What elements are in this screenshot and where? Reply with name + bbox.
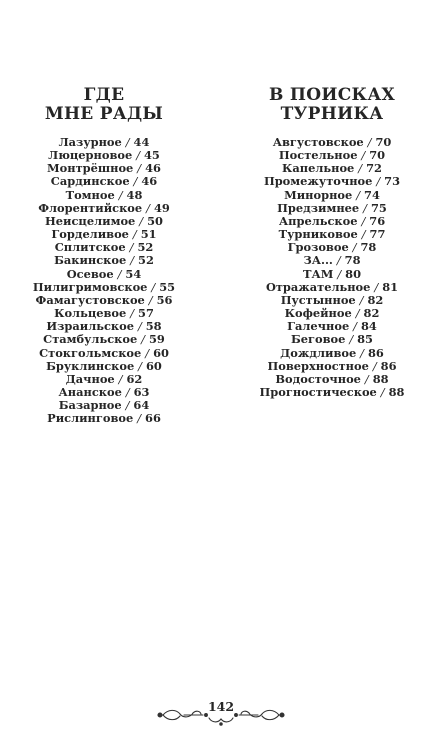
toc-entry-page: 78 [360, 240, 377, 255]
toc-entry [4, 412, 204, 425]
toc-entry-title: ЗА... [303, 253, 333, 268]
toc-entry-separator: / [337, 266, 342, 281]
toc-entry-separator: / [148, 292, 153, 307]
toc-entry-title: Постельное [278, 148, 358, 163]
toc-entry-separator: / [117, 266, 122, 281]
section-heading-line: ТУРНИКА [280, 104, 384, 124]
toc-entry-page: 86 [380, 358, 397, 373]
toc-list-left [4, 136, 204, 425]
toc-entry-separator: / [118, 371, 123, 386]
toc-entry-separator: / [141, 332, 146, 347]
toc-entry-title: Монтрёшное [47, 161, 134, 176]
page-number: 142 [207, 699, 235, 714]
toc-entry-separator: / [130, 306, 135, 321]
toc-entry-separator: / [361, 148, 366, 163]
toc-entry-page: 51 [140, 227, 157, 242]
toc-entry-page: 75 [370, 200, 387, 215]
toc-entry-separator: / [125, 398, 130, 413]
toc-entry-separator: / [356, 187, 361, 202]
toc-entry-title: Промежуточное [263, 174, 373, 189]
toc-entry-title: Минорное [284, 187, 353, 202]
toc-entry-title: Поверхностное [267, 358, 369, 373]
toc-entry-title: Бакинское [54, 253, 127, 268]
toc-entry-separator: / [133, 174, 138, 189]
section-heading-line: ГДЕ [83, 85, 125, 105]
flourish-ornament-icon [0, 696, 442, 736]
toc-entry-title: Рислинговое [47, 411, 134, 426]
toc-entry-page: 63 [133, 384, 150, 399]
toc-entry-page: 64 [133, 398, 150, 413]
toc-entry-separator: / [139, 213, 144, 228]
toc-entry-title: Предзимнее [277, 200, 360, 215]
toc-entry-title: Горделивое [51, 227, 129, 242]
toc-entry-page: 77 [369, 227, 386, 242]
toc-entry-separator: / [355, 306, 360, 321]
toc-entry-title: Стокгольмское [39, 345, 142, 360]
toc-entry-separator: / [376, 174, 381, 189]
toc-entry-separator: / [118, 187, 123, 202]
toc-entry-separator: / [361, 213, 366, 228]
toc-entry-title: Флорентийское [38, 200, 143, 215]
toc-entry-title: Сплитское [54, 240, 126, 255]
toc-entry-page: 59 [148, 332, 165, 347]
toc-entry-title: Сардинское [50, 174, 130, 189]
toc-column-right [232, 86, 432, 399]
toc-entry-title: Томное [65, 187, 115, 202]
toc-entry-separator: / [364, 371, 369, 386]
toc-entry-page: 58 [145, 319, 162, 334]
toc-entry-page: 54 [125, 266, 142, 281]
toc-entry-title: Бруклинское [46, 358, 135, 373]
toc-entry-title: Капельное [282, 161, 355, 176]
toc-entry-page: 82 [367, 292, 384, 307]
toc-entry-separator: / [363, 200, 367, 215]
toc-entry-title: Турниковое [278, 227, 358, 242]
toc-entry-page: 52 [138, 253, 154, 268]
toc-entry-page: 45 [144, 148, 160, 163]
toc-entry-separator: / [137, 161, 142, 176]
toc-entry-separator: / [336, 253, 341, 268]
toc-entry-page: 50 [147, 213, 163, 228]
toc-entry-title: ТАМ [302, 266, 334, 281]
section-heading-line: В ПОИСКАХ [269, 85, 395, 105]
toc-entry-title: Беговое [291, 332, 346, 347]
toc-entry-title: Галечное [287, 319, 350, 334]
toc-entry-page: 88 [372, 371, 389, 386]
section-heading-line: МНЕ РАДЫ [44, 104, 164, 124]
toc-entry-page: 80 [345, 266, 361, 281]
toc-entry-page: 60 [153, 345, 169, 360]
toc-entry-page: 85 [357, 332, 373, 347]
toc-entry-page: 84 [360, 319, 377, 334]
toc-entry-title: Лазурное [58, 135, 122, 149]
toc-entry-page: 49 [153, 200, 170, 215]
toc-entry-page: 82 [363, 306, 380, 321]
toc-entry-page: 48 [126, 187, 143, 202]
toc-entry-separator: / [359, 292, 364, 307]
toc-entry-separator: / [145, 345, 150, 360]
toc-entry-title: Люцерновое [48, 148, 133, 163]
toc-entry-page: 74 [364, 187, 380, 202]
toc-entry-title: Ананское [58, 384, 122, 399]
toc-entry-title: Грозовое [287, 240, 349, 255]
toc-entry-title: Водосточное [275, 371, 361, 386]
toc-entry-separator: / [361, 227, 366, 242]
section-heading-right [232, 86, 432, 124]
toc-entry-page: 44 [133, 135, 150, 149]
toc-entry-separator: / [125, 384, 130, 399]
toc-entry-page: 76 [369, 213, 386, 228]
toc-entry-separator: / [136, 148, 141, 163]
toc-entry-title: Израильское [46, 319, 134, 334]
toc-entry-title: Кофейное [284, 306, 352, 321]
toc-entry-separator: / [374, 279, 379, 294]
toc-entry-page: 56 [156, 292, 173, 307]
toc-entry-separator: / [130, 253, 135, 268]
toc-entry-title: Базарное [58, 398, 122, 413]
toc-entry-separator: / [367, 135, 372, 149]
toc-entry-separator: / [129, 240, 134, 255]
toc-entry-page: 72 [366, 161, 382, 176]
page-footer [0, 696, 442, 715]
toc-entry-title: Августовское [272, 135, 364, 149]
toc-entry-title: Прогностическое [259, 384, 377, 399]
toc-entry-title: Отражательное [265, 279, 371, 294]
toc-entry-page: 62 [126, 371, 143, 386]
toc-list-right [232, 136, 432, 399]
toc-entry-page: 46 [141, 174, 158, 189]
toc-entry-separator: / [132, 227, 137, 242]
toc-entry-page: 70 [375, 135, 392, 149]
toc-entry-title: Неисцелимое [45, 213, 136, 228]
toc-entry-page: 60 [145, 358, 162, 373]
toc-entry-separator: / [352, 240, 357, 255]
toc-entry-separator: / [125, 135, 130, 149]
toc-entry-page: 46 [145, 161, 161, 176]
toc-entry-separator: / [349, 332, 354, 347]
toc-entry-page: 52 [137, 240, 154, 255]
toc-entry-title: Пилигримовское [32, 279, 148, 294]
section-heading-left [4, 86, 204, 124]
toc-entry-page: 73 [384, 174, 401, 189]
toc-entry-title: Фамагустовское [35, 292, 145, 307]
toc-entry-page: 66 [145, 411, 161, 426]
toc-entry-title: Пустынное [280, 292, 356, 307]
toc-entry-page: 57 [138, 306, 154, 321]
toc-entry-page: 88 [388, 384, 405, 399]
toc-column-left [4, 86, 204, 425]
toc-entry-separator: / [137, 411, 142, 426]
toc-entry-title: Дачное [65, 371, 115, 386]
toc-entry-separator: / [380, 384, 385, 399]
toc-entry-separator: / [146, 200, 150, 215]
toc-entry-separator: / [137, 319, 142, 334]
toc-entry-separator: / [353, 319, 358, 334]
toc-entry-page: 86 [367, 345, 384, 360]
toc-entry-separator: / [360, 345, 365, 360]
toc-entry-separator: / [372, 358, 377, 373]
toc-entry-title: Кольцевое [54, 306, 127, 321]
toc-entry-title: Дождливое [280, 345, 357, 360]
toc-entry-page: 81 [382, 279, 399, 294]
toc-entry-separator: / [138, 358, 143, 373]
toc-entry [232, 386, 432, 399]
toc-entry-page: 70 [369, 148, 386, 163]
toc-entry-separator: / [358, 161, 363, 176]
toc-entry-title: Осевое [66, 266, 114, 281]
toc-entry-separator: / [151, 279, 156, 294]
toc-entry-title: Стамбульское [43, 332, 138, 347]
toc-entry-title: Апрельское [278, 213, 358, 228]
toc-entry-page: 78 [344, 253, 361, 268]
toc-entry-page: 55 [159, 279, 176, 294]
